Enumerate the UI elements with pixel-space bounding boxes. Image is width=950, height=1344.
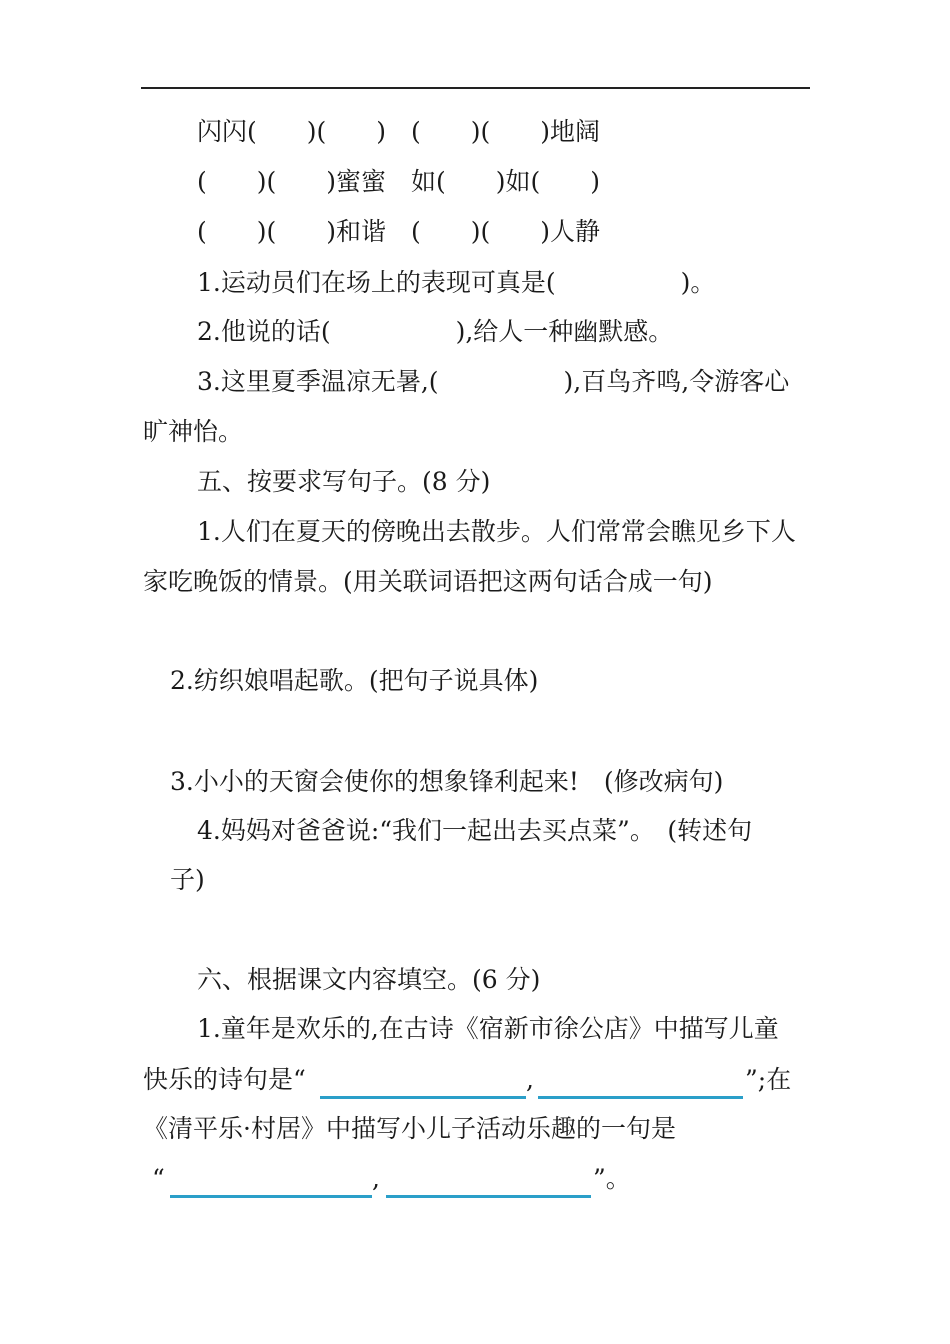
fill-sentence-2: 2.他说的话( ),给人一种幽默感。: [197, 317, 674, 346]
section5-q4-line1: 4.妈妈对爸爸说:“我们一起出去买点菜”。 (转述句: [197, 816, 753, 845]
section5-q3: 3.小小的天窗会使你的想象锋利起来! (修改病句): [170, 767, 724, 796]
answer-blank-2[interactable]: [538, 1096, 743, 1099]
idiom-line-2: ( )( )蜜蜜 如( )如( ): [197, 167, 601, 196]
section5-q1-line2: 家吃晚饭的情景。(用关联词语把这两句话合成一句): [143, 567, 713, 596]
section5-q1-line1: 1.人们在夏天的傍晚出去散步。人们常常会瞧见乡下人: [197, 517, 796, 546]
idiom-line-1: 闪闪( )( ) ( )( )地阔: [197, 117, 601, 146]
section6-q1-line3: 《清平乐·村居》中描写小儿子活动乐趣的一句是: [143, 1114, 676, 1143]
section5-title: 五、按要求写句子。(8 分): [197, 467, 491, 496]
section6-q1-line2-start: 快乐的诗句是“: [143, 1065, 306, 1094]
header-rule: [141, 87, 810, 89]
blank-comma-1: ,: [526, 1065, 534, 1094]
answer-blank-4[interactable]: [386, 1195, 591, 1198]
section5-q4-line2: 子): [170, 865, 205, 894]
section5-q2: 2.纺织娘唱起歌。(把句子说具体): [170, 666, 539, 695]
answer-blank-3[interactable]: [170, 1195, 372, 1198]
section6-q1-line2-end: ”;在: [745, 1065, 792, 1094]
section6-q1-line4-start: “: [152, 1164, 165, 1193]
section6-q1-line4-end: ”。: [593, 1164, 631, 1193]
blank-comma-2: ,: [372, 1164, 380, 1193]
idiom-line-3: ( )( )和谐 ( )( )人静: [197, 217, 601, 246]
fill-sentence-3: 3.这里夏季温凉无暑,( ),百鸟齐鸣,令游客心: [197, 367, 790, 396]
fill-sentence-1: 1.运动员们在场上的表现可真是( )。: [197, 268, 716, 297]
section6-title: 六、根据课文内容填空。(6 分): [197, 965, 541, 994]
answer-blank-1[interactable]: [320, 1096, 526, 1099]
section6-q1-line1: 1.童年是欢乐的,在古诗《宿新市徐公店》中描写儿童: [197, 1014, 779, 1043]
fill-sentence-3-cont: 旷神怡。: [143, 417, 244, 446]
